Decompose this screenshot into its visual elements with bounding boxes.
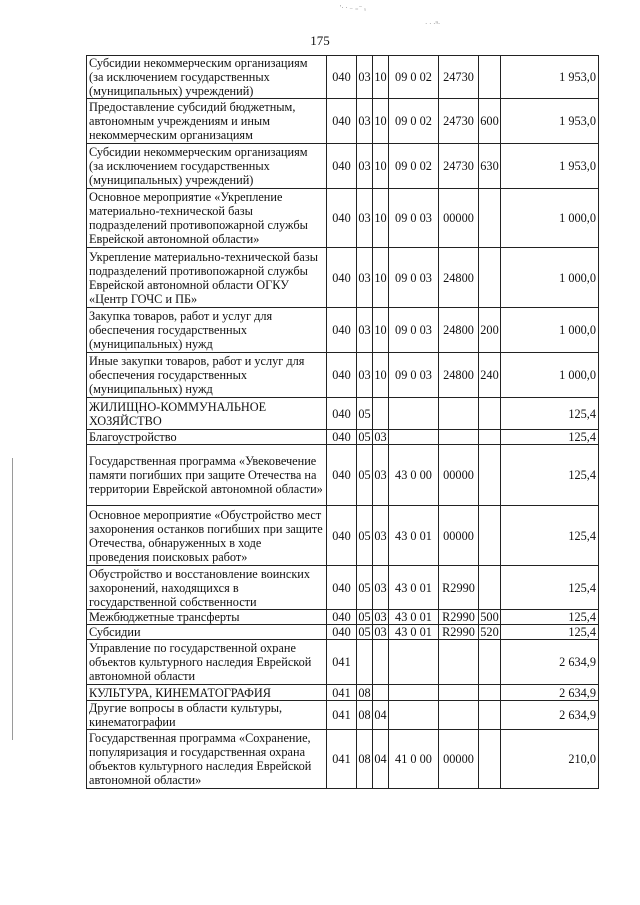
row-name: Укрепление материально-технической базы подразделений противопожарной службы Еврейской автономной области ОГКУ «Центр ГОЧС и ПБ» [87,248,327,308]
cell-gr: 040 [327,56,357,99]
table-row [87,56,599,99]
cell-amount: 125,4 [501,430,599,445]
cell-target-article-program [389,398,439,430]
cell-pr: 03 [374,430,387,444]
table-row [87,640,599,685]
cell-pr: 03 [373,566,389,610]
cell-vr: 200 [479,308,501,353]
row-name: Иные закупки товаров, работ и услуг для обеспечения государственных (муниципальных) нужд [87,353,327,398]
row-name: Субсидии некоммерческим организациям (за исключением государственных (муниципальных) учреждений) [87,144,327,189]
cell-pr: 04 [373,730,389,789]
cell-amount: 125,4 [501,398,599,430]
cell-pr: 03 [374,610,387,624]
cell-target-article-direction: R2990 [439,625,479,640]
cell-rz: 03 [357,248,373,308]
cell-rz: 08 [358,685,371,700]
cell-target-article-direction: 00000 [439,730,479,789]
cell-vr: 500 [480,610,499,624]
table-row [87,730,599,789]
row-name: Государственная программа «Сохранение, популяризация и государственная охрана объектов культурного наследия Еврейской автономной области» [87,730,327,789]
cell-target-article-program: 41 0 00 [389,730,439,789]
cell-target-article-program: 09 0 02 [389,56,439,99]
row-name: Благоустройство [87,430,327,445]
row-name: Другие вопросы в области культуры, кинематографии [87,701,327,730]
cell-pr: 10 [373,248,389,308]
cell-rz: 08 [357,701,373,730]
cell-target-article-direction: 24730 [439,144,479,189]
cell-rz: 03 [357,189,373,248]
cell-gr: 040 [327,99,357,144]
cell-vr [479,248,501,308]
cell-target-article-direction: 00000 [439,506,479,566]
cell-gr: 041 [327,730,357,789]
cell-vr [479,685,501,701]
cell-gr: 040 [327,430,357,445]
table-row [87,685,599,701]
cell-gr: 041 [327,701,357,730]
table-row [87,625,599,640]
cell-vr: 520 [480,625,499,639]
cell-vr: 600 [479,99,501,144]
cell-vr [479,430,501,445]
table-row [87,144,599,189]
cell-pr [373,685,389,701]
row-name: Обустройство и восстановление воинских захоронений, находящихся в государственной собственности [87,566,327,610]
cell-target-article-program: 09 0 03 [389,189,439,248]
scan-speck-marks-right: · · ·⁹· [425,20,441,28]
table-row [87,308,599,353]
cell-vr [479,730,501,789]
cell-target-article-program: 09 0 02 [389,99,439,144]
cell-rz: 05 [357,506,373,566]
cell-amount: 1 953,0 [501,56,599,99]
table-row [87,445,599,506]
row-name: Основное мероприятие «Обустройство мест захоронения останков погибших при защите Отечества, обнаруженных в ходе проведения поисковых работ» [87,506,327,566]
cell-amount: 125,4 [501,445,599,506]
cell-amount: 2 634,9 [501,640,599,685]
cell-vr [479,506,501,566]
cell-gr: 040 [327,566,357,610]
page-number: 175 [310,33,330,48]
row-name: Управление по государственной охране объектов культурного наследия Еврейской автономной области [87,640,327,685]
cell-rz: 05 [358,625,371,639]
cell-gr: 041 [327,640,357,685]
cell-amount: 1 000,0 [501,308,599,353]
table-row [87,248,599,308]
cell-target-article-direction: 24730 [439,56,479,99]
cell-target-article-program: 43 0 00 [389,445,439,506]
cell-rz: 03 [357,99,373,144]
cell-gr: 041 [327,685,357,701]
table-row [87,99,599,144]
cell-pr: 10 [373,99,389,144]
cell-target-article-direction: R2990 [439,566,479,610]
cell-pr: 10 [373,144,389,189]
cell-target-article-program: 43 0 01 [389,625,439,640]
cell-rz: 05 [357,566,373,610]
cell-target-article-program [389,640,439,685]
row-name: ЖИЛИЩНО-КОММУНАЛЬНОЕ ХОЗЯЙСТВО [87,398,327,430]
cell-gr: 040 [327,248,357,308]
cell-target-article-direction [439,701,479,730]
cell-target-article-direction: 00000 [439,189,479,248]
table-row [87,430,599,445]
cell-rz: 05 [357,445,373,506]
scan-speck-marks: '· · ₋ ₌⁻ ₓ [340,4,367,12]
row-name: Межбюджетные трансферты [87,610,327,625]
cell-target-article-program: 09 0 03 [389,308,439,353]
row-name: Закупка товаров, работ и услуг для обеспечения государственных (муниципальных) нужд [87,308,327,353]
cell-rz: 03 [357,56,373,99]
cell-amount: 1 000,0 [501,248,599,308]
cell-vr [479,189,501,248]
table-row [87,566,599,610]
cell-target-article-direction [439,640,479,685]
cell-rz: 03 [357,308,373,353]
row-name: Государственная программа «Увековечение памяти погибших при защите Отечества на территории Еврейской автономной области» [87,445,327,506]
table-row [87,610,599,625]
cell-gr: 040 [327,144,357,189]
cell-amount: 125,4 [501,610,599,625]
cell-target-article-program: 43 0 01 [389,506,439,566]
cell-pr: 03 [373,506,389,566]
cell-gr: 040 [327,308,357,353]
cell-vr [479,566,501,610]
cell-rz: 05 [357,398,373,430]
cell-rz: 03 [357,144,373,189]
cell-gr: 040 [327,610,357,625]
cell-target-article-direction [439,685,479,701]
cell-amount: 210,0 [501,730,599,789]
row-name: Субсидии некоммерческим организациям (за исключением государственных (муниципальных) учреждений) [87,56,327,99]
cell-target-article-program [389,430,439,445]
cell-target-article-program [389,685,439,701]
scan-margin-line [12,458,13,740]
table-row [87,398,599,430]
cell-gr: 040 [327,398,357,430]
cell-amount: 1 953,0 [501,99,599,144]
budget-table-body [87,56,599,789]
cell-vr [479,445,501,506]
row-name: Предоставление субсидий бюджетным, автономным учреждениям и иным некоммерческим организациям [87,99,327,144]
cell-amount: 125,4 [501,566,599,610]
cell-target-article-direction [439,430,479,445]
row-name: КУЛЬТУРА, КИНЕМАТОГРАФИЯ [87,685,327,701]
table-row [87,701,599,730]
cell-rz: 05 [358,610,371,624]
cell-pr: 10 [373,189,389,248]
cell-amount: 2 634,9 [501,685,599,701]
cell-pr [373,640,389,685]
cell-pr [373,398,389,430]
cell-amount: 2 634,9 [501,701,599,730]
cell-target-article-direction: R2990 [439,610,479,625]
cell-pr: 03 [373,445,389,506]
cell-target-article-direction: 00000 [439,445,479,506]
cell-amount: 1 000,0 [501,189,599,248]
cell-target-article-direction: 24800 [439,248,479,308]
table-row [87,353,599,398]
cell-gr: 040 [327,353,357,398]
table-row [87,189,599,248]
cell-pr: 10 [373,56,389,99]
cell-vr: 240 [479,353,501,398]
cell-amount: 1 953,0 [501,144,599,189]
cell-gr: 040 [327,189,357,248]
cell-gr: 040 [327,445,357,506]
cell-amount: 125,4 [501,625,599,640]
cell-amount: 125,4 [501,506,599,566]
cell-rz: 05 [358,430,371,444]
cell-vr: 630 [479,144,501,189]
budget-table [86,55,599,789]
cell-pr: 10 [373,308,389,353]
cell-target-article-direction [439,398,479,430]
cell-target-article-direction: 24800 [439,353,479,398]
cell-target-article-direction: 24730 [439,99,479,144]
cell-pr: 03 [374,625,387,639]
cell-vr [479,640,501,685]
cell-gr: 040 [327,625,357,640]
cell-gr: 040 [327,506,357,566]
cell-rz [357,640,373,685]
cell-vr [479,701,501,730]
table-row [87,506,599,566]
cell-vr [479,398,501,430]
cell-vr [479,56,501,99]
cell-target-article-program: 43 0 01 [389,610,439,625]
cell-amount: 1 000,0 [501,353,599,398]
row-name: Субсидии [87,625,327,640]
cell-target-article-program: 09 0 03 [389,248,439,308]
cell-target-article-program: 09 0 03 [389,353,439,398]
cell-rz: 08 [357,730,373,789]
cell-target-article-program: 43 0 01 [389,566,439,610]
cell-rz: 03 [357,353,373,398]
cell-pr: 04 [373,701,389,730]
cell-pr: 10 [373,353,389,398]
cell-target-article-program: 09 0 02 [389,144,439,189]
cell-target-article-program [389,701,439,730]
cell-target-article-direction: 24800 [439,308,479,353]
row-name: Основное мероприятие «Укрепление материально-технической базы подразделений противопожарной службы Еврейской автономной области» [87,189,327,248]
